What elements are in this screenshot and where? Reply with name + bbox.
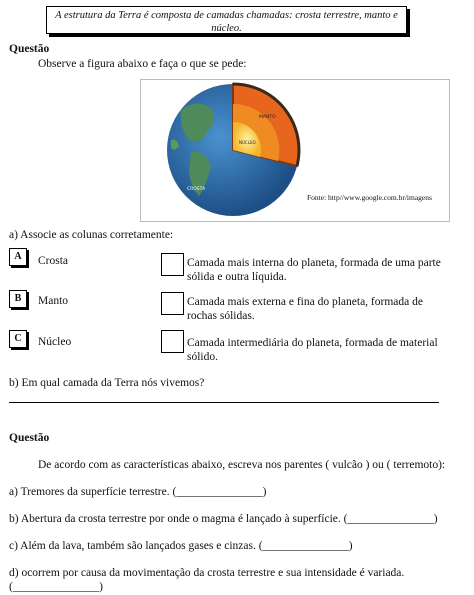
description-item: Camada intermediária do planeta, formada de material sólido.	[187, 337, 438, 363]
option-letter-box: B	[9, 290, 27, 308]
label-nucleo: NÚCLEO	[239, 140, 256, 145]
question-1-title: Questão	[9, 43, 50, 55]
question-1-instruction: Observe a figura abaixo e faça o que se pede:	[38, 58, 247, 70]
earth-cross-section-image	[141, 80, 449, 221]
answer-line[interactable]	[9, 402, 439, 403]
answer-box[interactable]	[161, 292, 184, 315]
question-2-title: Questão	[9, 432, 50, 444]
earth-layers-figure	[140, 79, 450, 222]
option-manto: Manto	[38, 295, 69, 307]
description-item: Camada mais interna do planeta, formada de uma parte sólida e outra líquida.	[187, 257, 441, 283]
option-letter-box: A	[9, 248, 27, 266]
item-d-blank: (_______________)	[9, 581, 103, 593]
description-item: Camada mais externa e fina do planeta, formada de rochas sólidas.	[187, 296, 423, 322]
item-c: c) Além da lava, também são lançados gases e cinzas. (_______________)	[9, 540, 353, 552]
figure-source: Fonte: http//www.google.com.br/imagens	[307, 193, 432, 202]
label-crosta: CROSTA	[187, 187, 206, 192]
option-letter-box: C	[9, 330, 27, 348]
option-crosta: Crosta	[38, 255, 69, 267]
option-nucleo: Núcleo	[38, 336, 72, 348]
item-a: a) Tremores da superfície terrestre. (_______________)	[9, 486, 267, 498]
topic-banner	[46, 6, 407, 34]
question-a-prompt: a) Associe as colunas corretamente:	[9, 229, 174, 241]
question-2-instruction: De acordo com as características abaixo, escreva nos parentes ( vulcão ) ou ( terremoto):	[38, 459, 446, 471]
item-b: b) Abertura da crosta terrestre por onde o magma é lançado à superfície. (_______________)	[9, 513, 438, 525]
question-b-prompt: b) Em qual camada da Terra nós vivemos?	[9, 377, 205, 389]
answer-box[interactable]	[161, 253, 184, 276]
answer-box[interactable]	[161, 330, 184, 353]
item-d: d) ocorrem por causa da movimentação da crosta terrestre e sua intensidade é variada.	[9, 567, 405, 579]
label-manto: MANTO	[259, 115, 276, 120]
topic-banner-text: A estrutura da Terra é composta de camadas chamadas: crosta terrestre, manto e núcleo.	[55, 10, 398, 34]
